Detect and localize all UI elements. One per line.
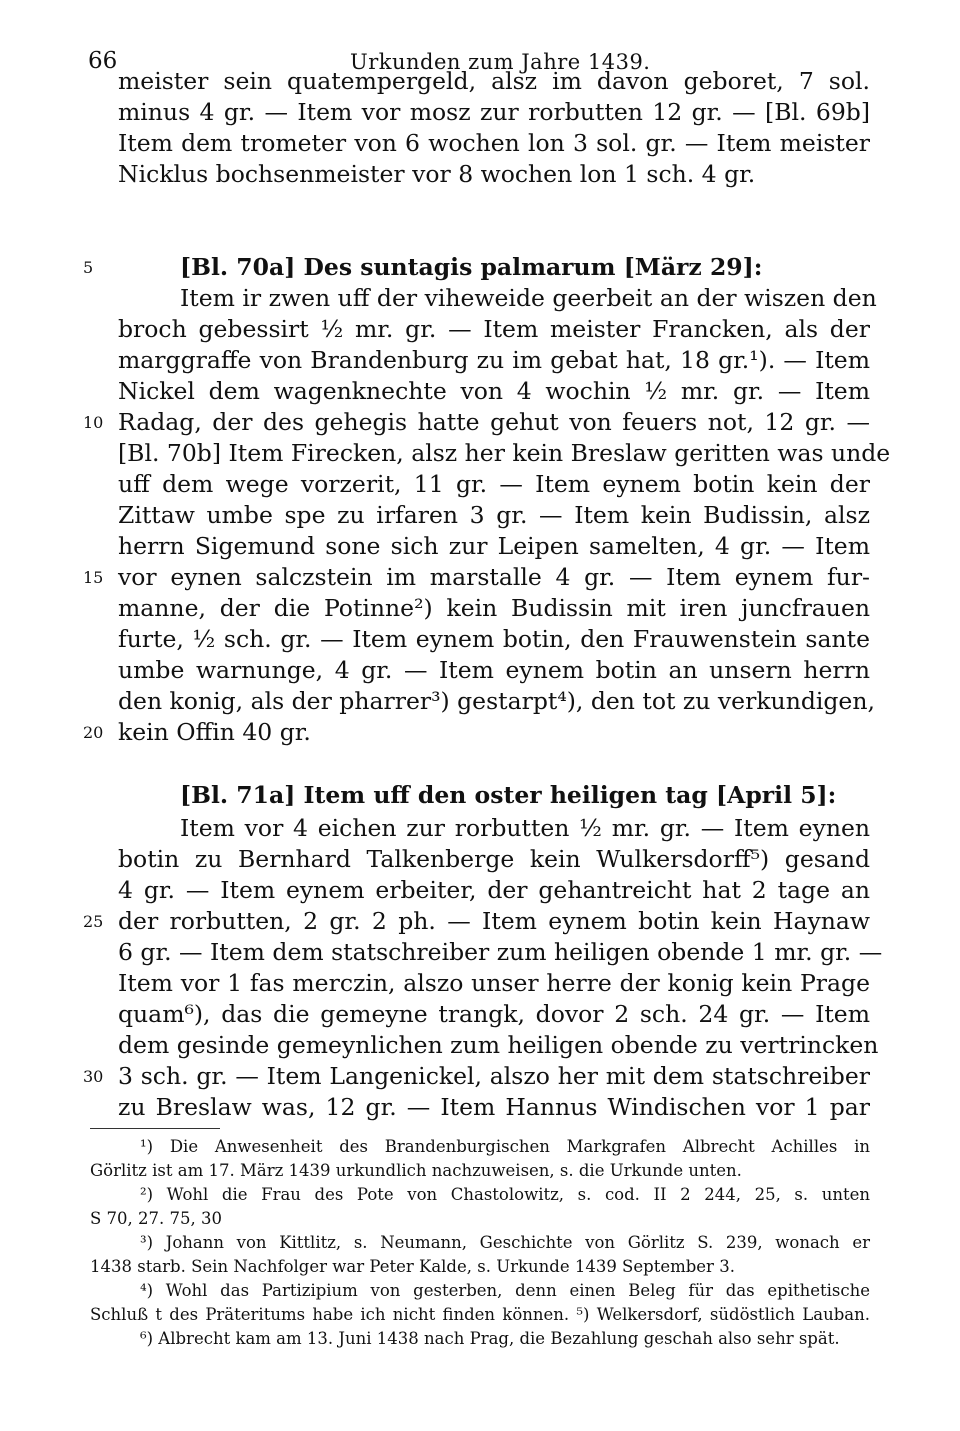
footnote: ³) Johann von Kittlitz, s. Neumann, Geschichte von Görlitz S. 239, wonach er bbox=[140, 1233, 870, 1252]
text-line: broch gebessirt ½ mr. gr. — Item meister Francken, als der bbox=[118, 315, 870, 343]
footnote-rule bbox=[90, 1128, 220, 1129]
text-line: Nickel dem wagenknechte von 4 wochin ½ mr. gr. — Item bbox=[118, 377, 870, 405]
footnote: ²) Wohl die Frau des Pote von Chastolowitz, s. cod. II 2 244, 25, s. unten bbox=[140, 1185, 870, 1204]
section-heading: [Bl. 70a] Des suntagis palmarum [März 29]: bbox=[180, 253, 763, 281]
text-line: meister sein quatempergeld, alsz im davon geboret, 7 sol. bbox=[118, 67, 870, 95]
text-line: umbe warnunge, 4 gr. — Item eynem botin an unsern herrn bbox=[118, 656, 870, 684]
text-line: manne, der die Potinne²) kein Budissin mit iren juncfrauen bbox=[118, 594, 870, 622]
text-line: 6 gr. — Item dem statschreiber zum heiligen obende 1 mr. gr. — bbox=[118, 938, 883, 966]
text-line: Nicklus bochsenmeister vor 8 wochen lon 1 sch. 4 gr. bbox=[118, 160, 756, 188]
text-line: zu Breslaw was, 12 gr. — Item Hannus Windischen vor 1 par bbox=[118, 1093, 870, 1121]
footnote: S 70, 27. 75, 30 bbox=[90, 1209, 222, 1228]
page-number: 66 bbox=[88, 48, 118, 74]
footnote: 1438 starb. Sein Nachfolger war Peter Kalde, s. Urkunde 1439 September 3. bbox=[90, 1257, 735, 1276]
text-line: herrn Sigemund sone sich zur Leipen samelten, 4 gr. — Item bbox=[118, 532, 870, 560]
footnote: ⁴) Wohl das Partizipium von gesterben, denn einen Beleg für das epithetische bbox=[140, 1281, 870, 1300]
text-line: Zittaw umbe spe zu irfaren 3 gr. — Item kein Budissin, alsz bbox=[118, 501, 870, 529]
running-head: Urkunden zum Jahre 1439. bbox=[350, 50, 651, 74]
text-line: minus 4 gr. — Item vor mosz zur rorbutten 12 gr. — [Bl. 69b] bbox=[118, 98, 870, 126]
footnote: ⁶) Albrecht kam am 13. Juni 1438 nach Prag, die Bezahlung geschah also sehr spät. bbox=[140, 1329, 840, 1348]
line-number: 5 bbox=[83, 258, 94, 277]
line-number: 10 bbox=[83, 413, 104, 432]
line-number: 20 bbox=[83, 723, 104, 742]
text-line: der rorbutten, 2 gr. 2 ph. — Item eynem botin kein Haynaw bbox=[118, 907, 870, 935]
text-line: Item dem trometer von 6 wochen lon 3 sol. gr. — Item meister bbox=[118, 129, 870, 157]
text-line: furte, ½ sch. gr. — Item eynem botin, den Frauwenstein sante bbox=[118, 625, 870, 653]
line-number: 30 bbox=[83, 1067, 104, 1086]
section-heading: [Bl. 71a] Item uff den oster heiligen tag [April 5]: bbox=[180, 781, 837, 809]
text-line: Item vor 1 fas merczin, alszo unser herre der konig kein Prage bbox=[118, 969, 870, 997]
text-line: vor eynen salczstein im marstalle 4 gr. — Item eynem fur- bbox=[118, 563, 870, 591]
text-line: den konig, als der pharrer³) gestarpt⁴), den tot zu verkundigen, bbox=[118, 687, 875, 715]
text-line: Item ir zwen uff der viheweide geerbeit an der wiszen den bbox=[180, 284, 877, 312]
text-line: 4 gr. — Item eynem erbeiter, der gehantreicht hat 2 tage an bbox=[118, 876, 870, 904]
line-number: 25 bbox=[83, 912, 104, 931]
footnote: ¹) Die Anwesenheit des Brandenburgischen Markgrafen Albrecht Achilles in bbox=[140, 1137, 870, 1156]
footnote: Görlitz ist am 17. März 1439 urkundlich nachzuweisen, s. die Urkunde unten. bbox=[90, 1161, 742, 1180]
text-line: 3 sch. gr. — Item Langenickel, alszo her mit dem statschreiber bbox=[118, 1062, 870, 1090]
line-number: 15 bbox=[83, 568, 104, 587]
text-line: uff dem wege vorzerit, 11 gr. — Item eynem botin kein der bbox=[118, 470, 870, 498]
text-line: Radag, der des gehegis hatte gehut von feuers not, 12 gr. — bbox=[118, 408, 870, 436]
text-line: quam⁶), das die gemeyne trangk, dovor 2 sch. 24 gr. — Item bbox=[118, 1000, 870, 1028]
text-line: dem gesinde gemeynlichen zum heiligen obende zu vertrincken bbox=[118, 1031, 879, 1059]
text-line: kein Offin 40 gr. bbox=[118, 718, 311, 746]
text-line: [Bl. 70b] Item Firecken, alsz her kein Breslaw geritten was unde bbox=[118, 439, 891, 467]
text-line: Item vor 4 eichen zur rorbutten ½ mr. gr. — Item eynen bbox=[180, 814, 870, 842]
text-line: marggraffe von Brandenburg zu im gebat hat, 18 gr.¹). — Item bbox=[118, 346, 870, 374]
footnote: Schluß t des Präteritums habe ich nicht finden können. ⁵) Welkersdorf, südöstlich Lauban. bbox=[90, 1305, 870, 1324]
text-line: botin zu Bernhard Talkenberge kein Wulkersdorff⁵) gesand bbox=[118, 845, 870, 873]
